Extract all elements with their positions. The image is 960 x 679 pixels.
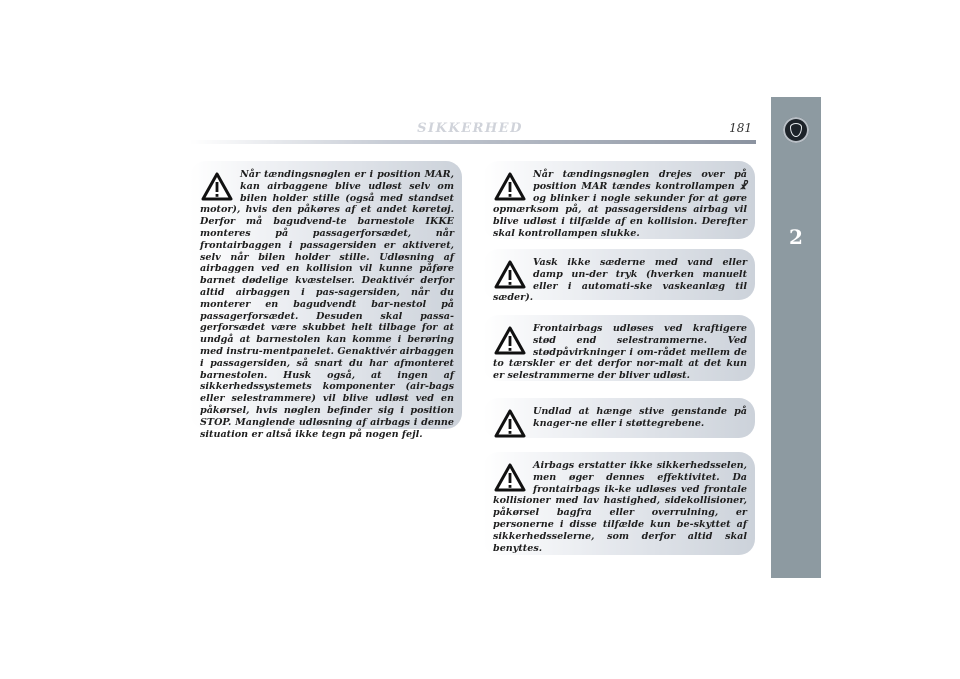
warning-box-airbag-light xyxy=(483,161,755,239)
warning-box-hooks xyxy=(483,398,755,438)
warning-triangle-icon xyxy=(493,408,527,439)
warning-box-seat-washing xyxy=(483,249,755,304)
warning-triangle-icon xyxy=(493,325,527,356)
warning-triangle-icon xyxy=(200,171,234,202)
warning-text: Vask ikke sæderne med vand eller damp un-der tryk (hverken manuelt eller i automati-ske vaskeanlæg til sæder). xyxy=(493,257,747,304)
warning-triangle-icon xyxy=(493,171,527,202)
warning-box-seatbelt xyxy=(483,452,755,555)
warning-text: Airbags erstatter ikke sikkerhedsselen, men øger dennes effektivitet. Da frontairbags ik-ke udløses ved frontale kollisioner med lav hastighed, sidekollisioner, påkørsel bagfra eller overrulning, er personerne i disse tilfælde kun be-skyttet af sikkerhedsselerne, som derfor altid skal benyttes. xyxy=(493,460,747,554)
warning-text: Frontairbags udløses ved kraftigere stød end selestrammerne. Ved stødpåvirkninger i om-rådet mellem de to tærskler er det derfor nor-malt at det kun er selestrammerne der bliver udløst. xyxy=(493,323,747,382)
warning-box-child-seat xyxy=(190,161,462,440)
chapter-number: 2 xyxy=(789,225,803,249)
section-title: SIKKERHED xyxy=(417,121,523,136)
warning-text: Undlad at hænge stive genstande på knager-ne eller i støttegrebene. xyxy=(533,406,747,429)
warning-triangle-icon xyxy=(493,462,527,493)
lancia-logo xyxy=(783,117,809,143)
warning-text: Når tændingsnøglen er i position MAR, kan airbaggene blive udløst selv om bilen holder stille (også med standset motor), hvis den påkøres af et andet køretøj. Derfor må bagudvend-te barnestole IKKE monteres på passagerforsædet, når frontairbaggen i passagersiden er aktiveret, selv når bilen holder stille. Udløsning af airbaggen ved en kollision vil kunne påføre barnet dødelige kvæstelser. Deaktivér derfor altid airbaggen i pas-sagersiden, når du monterer en bagudvendt bar-nestol på passagerforsædet. Desuden skal passa-gerforsædet være skubbet helt tilbage for at undgå at barnestolen kan komme i berøring med instru-mentpanelet. Genaktivér airbaggen i passagersiden, så snart du har afmonteret barnestolen. Husk også, at ingen af sikkerhedssystemets komponenter (air-bags eller selestrammere) vil blive udløst ved en påkørsel, hvis nøglen befinder sig i position STOP. Manglende udløsning af airbags i denne situation er altså ikke tegn på nogen fejl. xyxy=(200,169,454,440)
warning-triangle-icon xyxy=(493,259,527,290)
header-rule xyxy=(190,140,756,144)
chapter-tab xyxy=(771,97,821,578)
page-number: 181 xyxy=(729,121,752,135)
warning-text: Når tændingsnøglen drejes over på position MAR tændes kontrollampen ☧ og blinker i nogle sekunder for at gøre opmærksom på, at passagersidens airbag vil blive udløst i tilfælde af en kollision. Derefter skal kontrollampen slukke. xyxy=(493,169,747,239)
warning-box-frontairbags xyxy=(483,315,755,381)
